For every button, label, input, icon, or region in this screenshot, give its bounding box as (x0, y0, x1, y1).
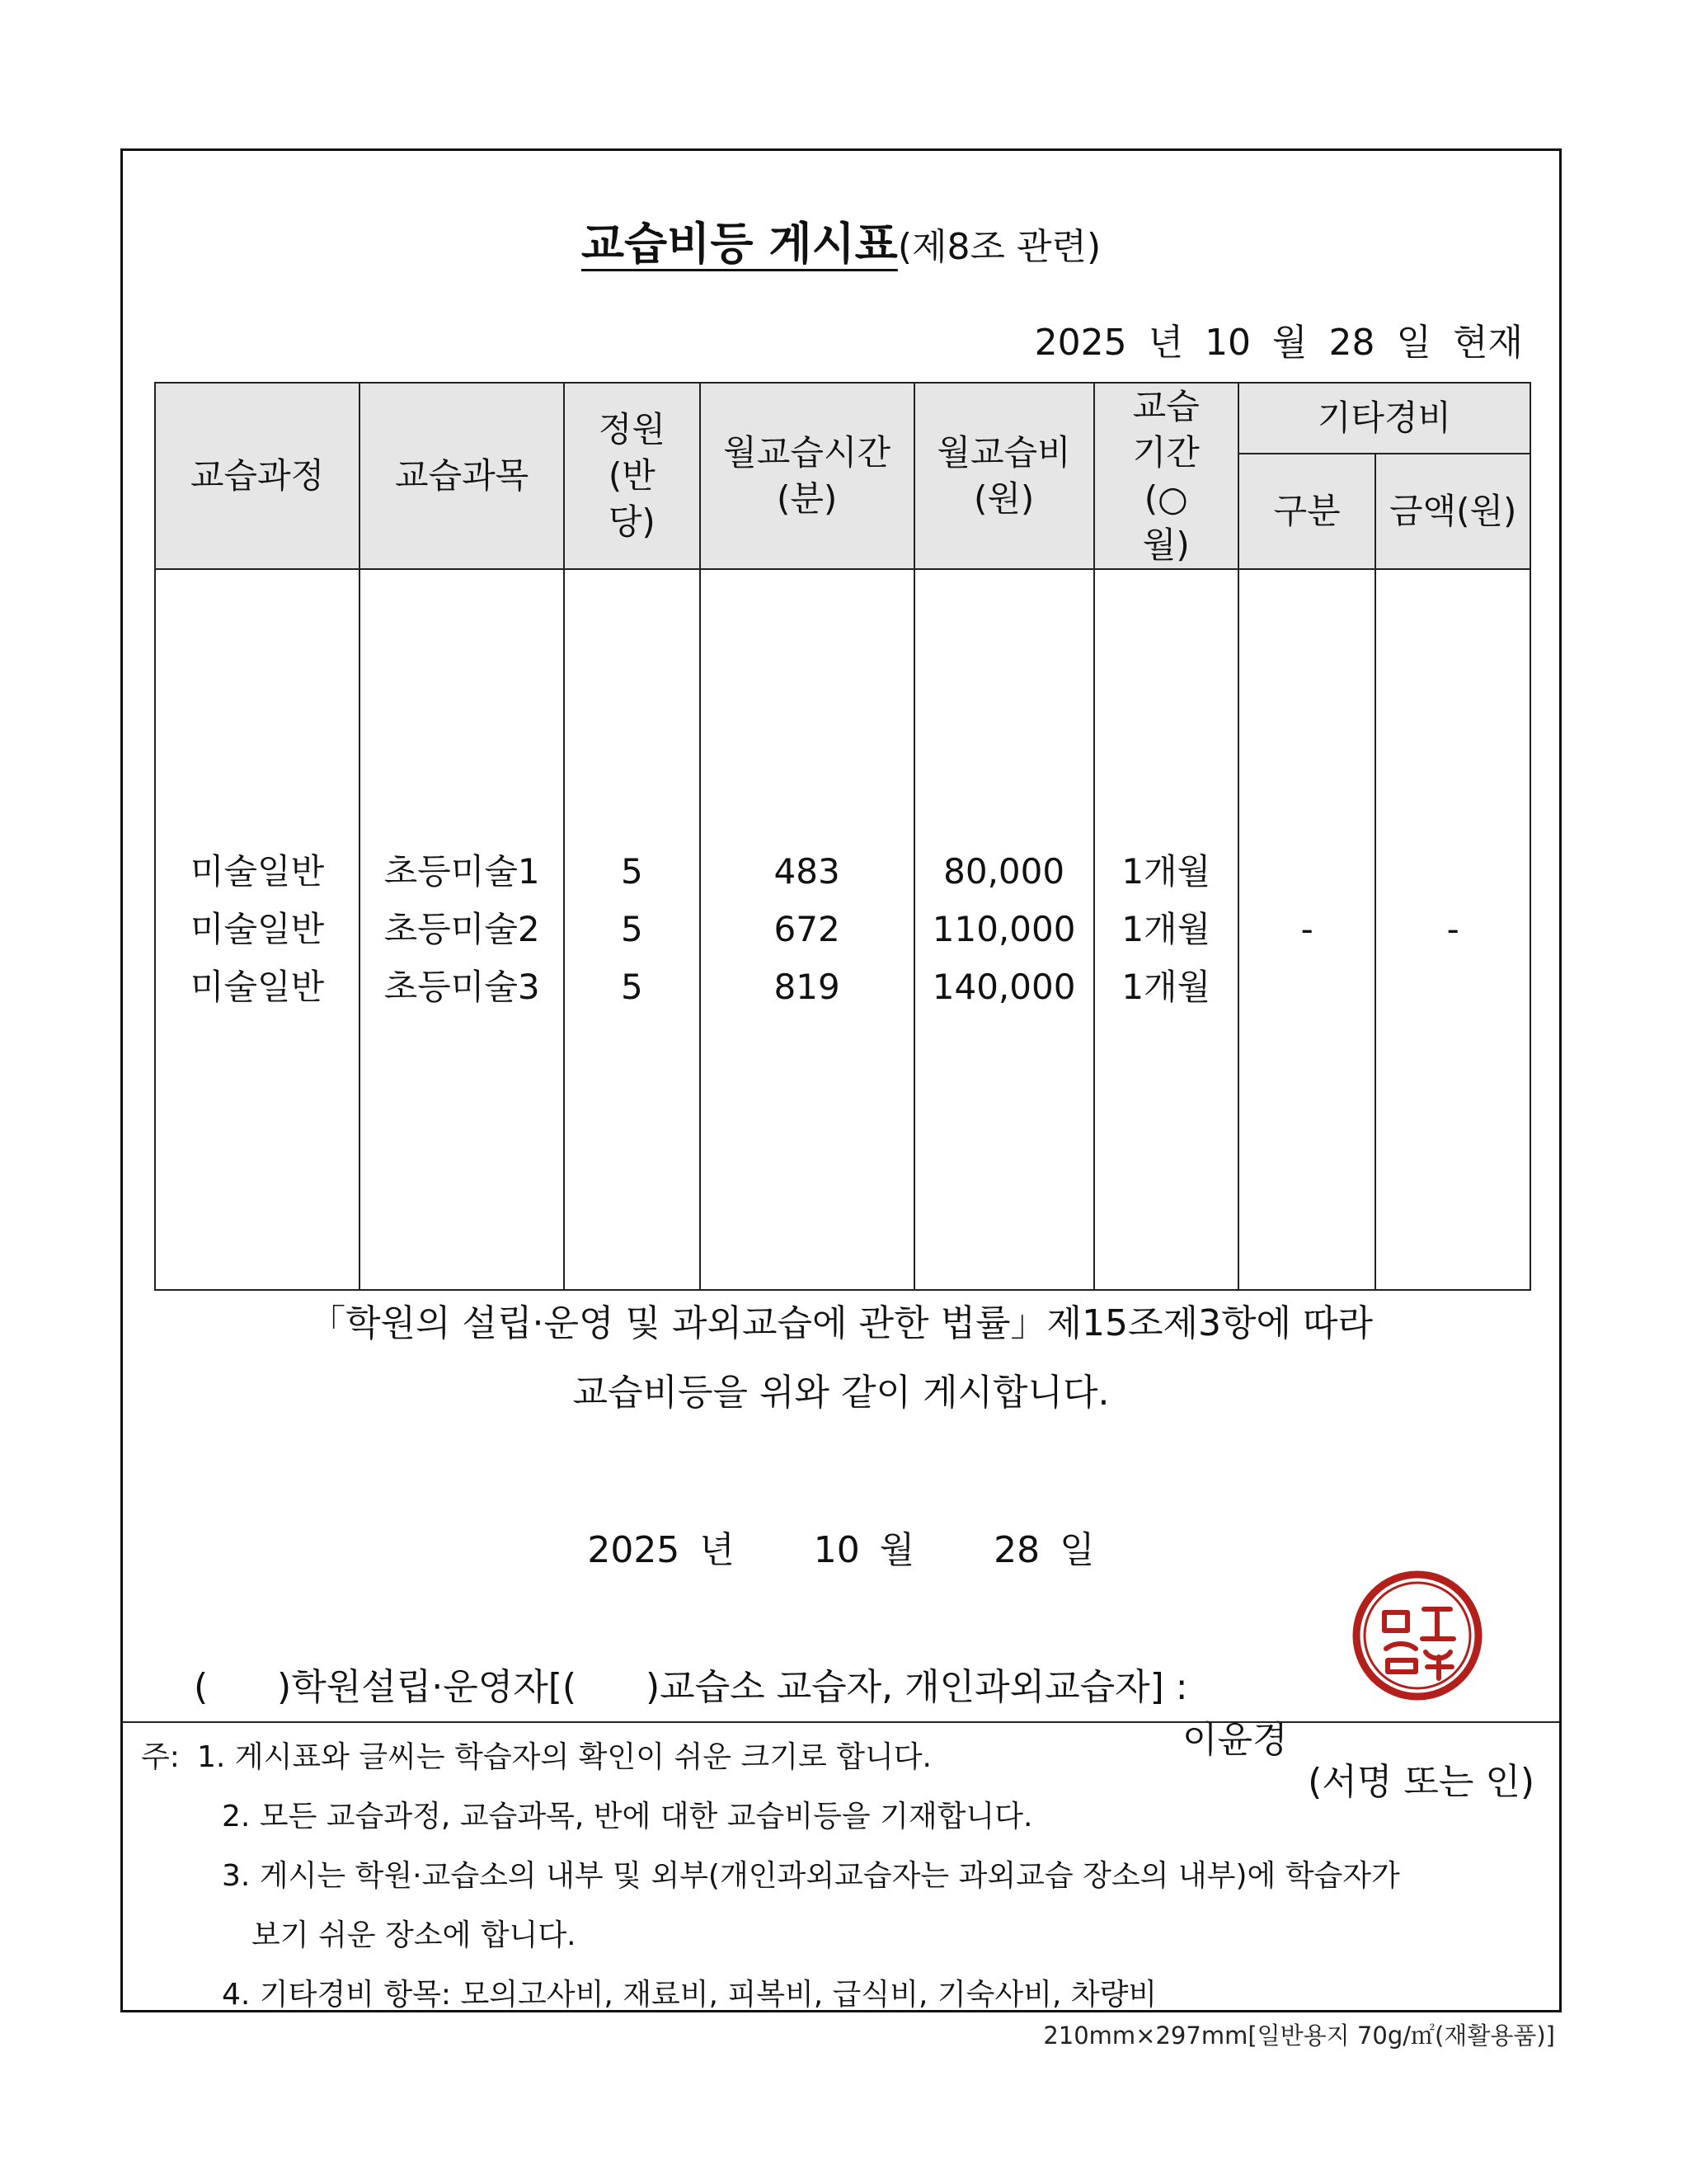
header-hours: 월교습시간(분) (700, 383, 914, 569)
period-value: 1개월 (1121, 967, 1211, 1007)
header-other-amount: 금액(원) (1375, 454, 1530, 569)
header-other-type: 구분 (1238, 454, 1375, 569)
form-title (123, 209, 1559, 272)
course-value: 미술일반 (190, 851, 325, 892)
capacity-value: 5 (620, 851, 643, 892)
seal-stamp-icon (1351, 1570, 1483, 1702)
fee-value: 110,000 (932, 909, 1076, 949)
subject-cell (359, 569, 564, 1290)
hours-value: 483 (773, 851, 840, 892)
seal-outer-ring (1356, 1574, 1478, 1697)
header-fee: 월교습비(원) (914, 383, 1094, 569)
header-course: 교습과정 (155, 383, 359, 569)
capacity-cell (564, 569, 699, 1290)
hours-value: 672 (773, 909, 840, 949)
course-cell (155, 569, 359, 1290)
fee-value: 140,000 (932, 967, 1076, 1007)
note-item: 3. 게시는 학원·교습소의 내부 및 외부(개인과외교습자는 과외교습 장소의 내부)에 학습자가 (222, 1859, 1400, 1893)
note-item: 보기 쉬운 장소에 합니다. (251, 1918, 576, 1952)
seal-glyph-strokes (1384, 1609, 1454, 1678)
note-item: 4. 기타경비 항목: 모의고사비, 재료비, 피복비, 급식비, 기숙사비, 차량비 (222, 1978, 1158, 2012)
as-of-date: 2025 년 10 월 28 일 현재 (1034, 322, 1523, 364)
other-amount-cell: - (1375, 569, 1530, 1290)
subject-value: 초등미술3 (383, 967, 540, 1007)
form-frame (120, 148, 1562, 2012)
other-type-cell: - (1238, 569, 1375, 1290)
period-value: 1개월 (1121, 909, 1211, 949)
hours-cell (700, 569, 914, 1290)
capacity-value: 5 (620, 967, 643, 1007)
note-item: 2. 모든 교습과정, 교습과목, 반에 대한 교습비등을 기재합니다. (222, 1800, 1033, 1833)
statement (123, 1289, 1559, 1428)
course-value: 미술일반 (190, 909, 325, 949)
period-value: 1개월 (1121, 851, 1211, 892)
subject-value: 초등미술2 (383, 909, 540, 949)
header-period: 교습기간(○월) (1094, 383, 1238, 569)
notes-divider (123, 1721, 1559, 1723)
header-other-expenses: 기타경비 (1238, 383, 1530, 454)
signer-name: 이윤경 (1182, 1719, 1288, 1761)
sign-label: (서명 또는 인) (1308, 1761, 1534, 1803)
paper-spec: 210mm×297mm[일반용지 70g/㎡(재활용품)] (1043, 2022, 1555, 2050)
title-main: 교습비등 게시표 (580, 218, 898, 270)
fee-table (154, 382, 1531, 1291)
header-capacity: 정원(반당) (564, 383, 699, 569)
notes (141, 1728, 1543, 2025)
fee-value: 80,000 (943, 851, 1065, 892)
subject-value: 초등미술1 (383, 851, 540, 892)
header-subject: 교습과목 (359, 383, 564, 569)
signature-date: 2025 년 10 월 28 일 (587, 1529, 1095, 1571)
hours-value: 819 (773, 967, 840, 1007)
period-cell (1094, 569, 1238, 1290)
fee-cell (914, 569, 1094, 1290)
statement-line-2: 교습비등을 위와 같이 게시합니다. (572, 1372, 1110, 1414)
notes-label: 주: (141, 1740, 180, 1774)
title-sub: (제8조 관련) (897, 226, 1102, 268)
note-item: 1. 게시표와 글씨는 학습자의 확인이 쉬운 크기로 합니다. (197, 1740, 932, 1774)
signature-role: ( )학원설립·운영자[( )교습소 교습자, 개인과외교습자] : (193, 1666, 1188, 1708)
course-value: 미술일반 (190, 967, 325, 1007)
statement-line-1: 「학원의 설립·운영 및 과외교습에 관한 법률」제15조제3항에 따라 (309, 1302, 1373, 1344)
capacity-value: 5 (620, 909, 643, 949)
